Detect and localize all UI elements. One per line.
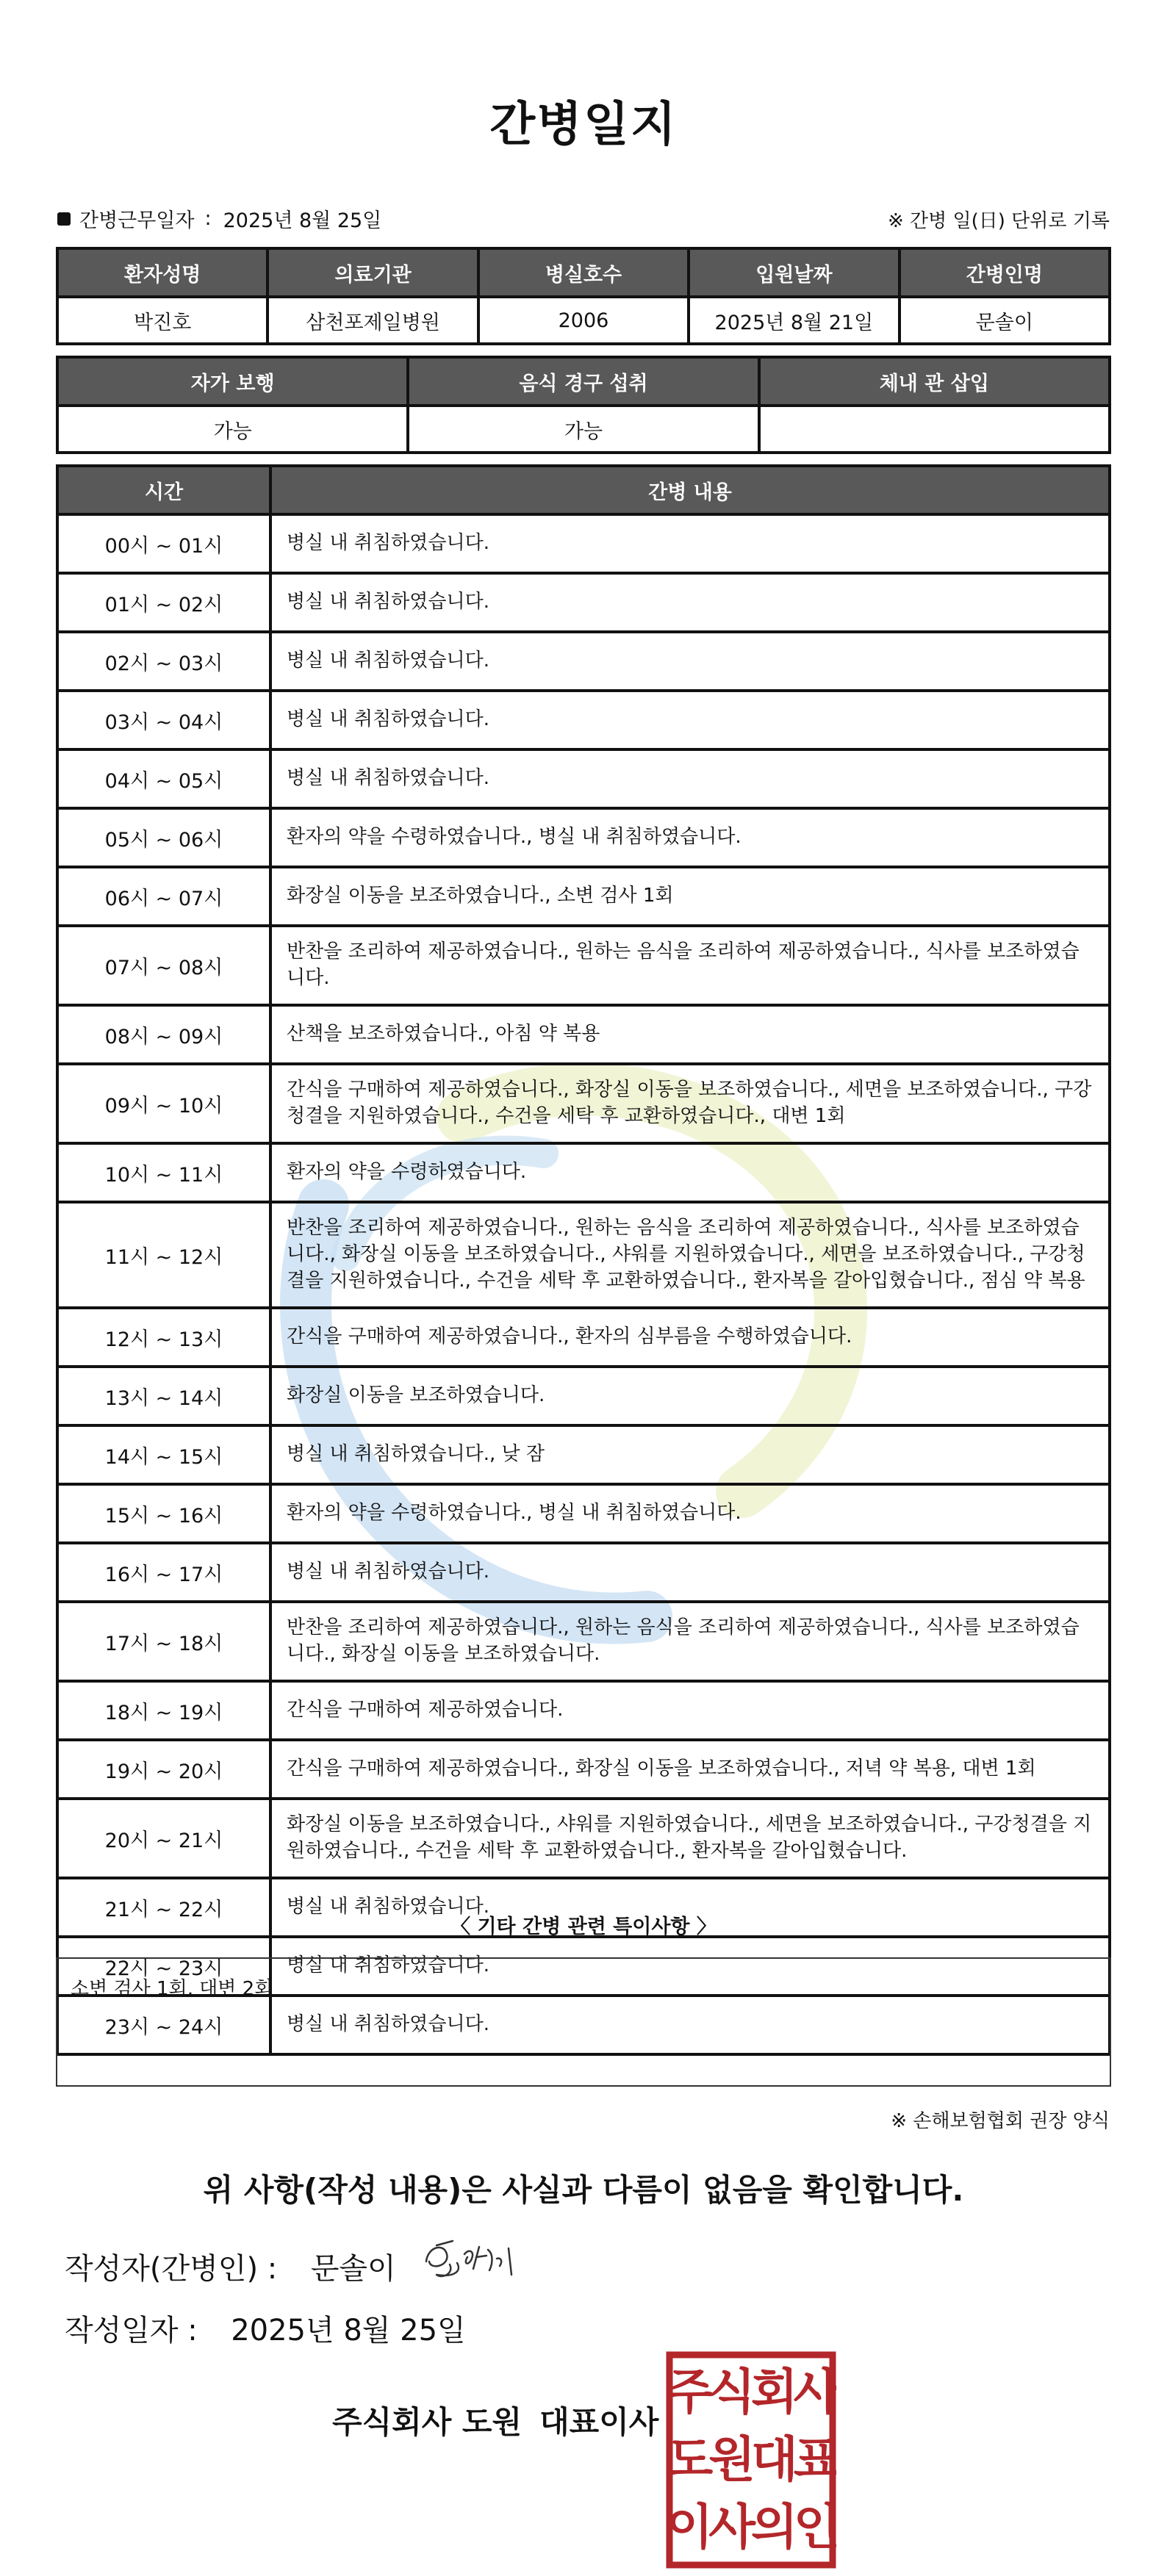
care-content: 산책을 보조하였습니다., 아침 약 복용: [270, 1005, 1110, 1064]
table-row: [57, 1425, 1110, 1484]
time-slot: 21시 ~ 22시: [57, 1878, 270, 1937]
care-content: 환자의 약을 수령하였습니다., 병실 내 취침하였습니다.: [270, 1484, 1110, 1543]
written-date-label: 작성일자 :: [65, 2314, 198, 2347]
header-room-number: 병실호수: [478, 248, 689, 297]
patient-status-table: [56, 356, 1111, 454]
care-content: 병실 내 취침하였습니다.: [270, 749, 1110, 808]
patient-name: 박진호: [57, 297, 267, 344]
time-slot: 08시 ~ 09시: [57, 1005, 270, 1064]
care-content: 화장실 이동을 보조하였습니다., 샤워를 지원하였습니다., 세면을 보조하였습니다., 구강청결을 지원하였습니다., 수건을 세탁 후 교환하였습니다., 환자복을 갈아입혔습니다.: [270, 1799, 1110, 1878]
table-row: [57, 1143, 1110, 1202]
svg-text:주식회사: 주식회사: [666, 2364, 836, 2420]
writer-line: [65, 2245, 396, 2287]
table-row: [57, 1799, 1110, 1878]
tube-insertion-value: [759, 406, 1110, 453]
header-hospital: 의료기관: [267, 248, 478, 297]
time-slot: 13시 ~ 14시: [57, 1367, 270, 1425]
special-notes-content: 소변 검사 1회, 대변 2회: [71, 1978, 273, 2000]
time-slot: 18시 ~ 19시: [57, 1681, 270, 1740]
special-notes-title: 〈 기타 간병 관련 특이사항 〉: [450, 1915, 717, 1938]
care-content: 병실 내 취침하였습니다., 낮 잠: [270, 1425, 1110, 1484]
company-name: 주식회사 도원: [332, 2404, 523, 2440]
time-slot: 19시 ~ 20시: [57, 1740, 270, 1799]
time-slot: 05시 ~ 06시: [57, 808, 270, 867]
table-row: [57, 573, 1110, 632]
care-content: 병실 내 취침하였습니다.: [270, 632, 1110, 691]
writer-label: 작성자(간병인) :: [65, 2252, 278, 2286]
care-content: 병실 내 취침하였습니다.: [270, 1878, 1110, 1937]
care-date: [57, 204, 381, 233]
care-content: 간식을 구매하여 제공하였습니다.: [270, 1681, 1110, 1740]
header-care-content: 간병 내용: [270, 466, 1110, 514]
care-content: 간식을 구매하여 제공하였습니다., 환자의 심부름을 수행하였습니다.: [270, 1308, 1110, 1367]
table-row: [57, 1202, 1110, 1308]
table-row: [57, 867, 1110, 926]
care-date-value: 2025년 8월 25일: [223, 209, 382, 232]
table-row: [57, 1543, 1110, 1602]
time-slot: 23시 ~ 24시: [57, 1996, 270, 2054]
care-date-separator: :: [204, 207, 212, 230]
caregiver-name: 문솔이: [900, 297, 1110, 344]
table-row: [57, 1602, 1110, 1681]
patient-status-value-row: [57, 406, 1110, 453]
time-slot: 22시 ~ 23시: [57, 1937, 270, 1996]
time-slot: 16시 ~ 17시: [57, 1543, 270, 1602]
time-slot: 00시 ~ 01시: [57, 514, 270, 573]
care-content: 병실 내 취침하였습니다.: [270, 1937, 1110, 1996]
hospital-name: 삼천포제일병원: [267, 297, 478, 344]
confirmation-statement: 위 사항(작성 내용)은 사실과 다름이 없음을 확인합니다.: [203, 2172, 964, 2208]
care-content: 화장실 이동을 보조하였습니다.: [270, 1367, 1110, 1425]
room-number: 2006: [478, 297, 689, 344]
company-line: [332, 2398, 658, 2442]
patient-status-header-row: [57, 357, 1110, 406]
table-row: [57, 1484, 1110, 1543]
company-seal-stamp: [666, 2351, 836, 2569]
header-time: 시간: [57, 466, 270, 514]
page-title: 간병일지: [489, 98, 678, 152]
special-notes-box: [56, 1957, 1111, 2087]
table-row: [57, 808, 1110, 867]
handwritten-signature: [420, 2232, 531, 2284]
patient-info-value-row: [57, 297, 1110, 344]
care-content: 환자의 약을 수령하였습니다., 병실 내 취침하였습니다.: [270, 808, 1110, 867]
care-content: 병실 내 취침하였습니다.: [270, 691, 1110, 749]
care-date-label: 간병근무일자: [79, 209, 195, 232]
writer-name: 문솔이: [310, 2252, 396, 2286]
time-slot: 06시 ~ 07시: [57, 867, 270, 926]
header-tube-insertion: 체내 관 삽입: [759, 357, 1110, 406]
care-content: 환자의 약을 수령하였습니다.: [270, 1143, 1110, 1202]
time-slot: 12시 ~ 13시: [57, 1308, 270, 1367]
table-row: [57, 1367, 1110, 1425]
table-row: [57, 514, 1110, 573]
time-slot: 15시 ~ 16시: [57, 1484, 270, 1543]
header-admission-date: 입원날짜: [689, 248, 899, 297]
care-log-body: [57, 514, 1110, 2054]
care-content: 병실 내 취침하였습니다.: [270, 1543, 1110, 1602]
table-row: [57, 1064, 1110, 1143]
written-date-line: [65, 2307, 466, 2349]
time-slot: 02시 ~ 03시: [57, 632, 270, 691]
unit-note: ※ 간병 일(日) 단위로 기록: [887, 210, 1110, 232]
care-log-table: [56, 464, 1111, 2056]
header-self-walking: 자가 보행: [57, 357, 408, 406]
table-row: [57, 632, 1110, 691]
svg-text:도원대표: 도원대표: [666, 2431, 836, 2488]
oral-intake-value: 가능: [408, 406, 758, 453]
table-row: [57, 926, 1110, 1005]
care-content: 반찬을 조리하여 제공하였습니다., 원하는 음식을 조리하여 제공하였습니다., 식사를 보조하였습니다., 화장실 이동을 보조하였습니다., 샤워를 지원하였습니다., 세면을 보조하였습니다., 구강청결을 지원하였습니다., 수건을 세탁 후 교환하였습니다., 환자복을 갈아입혔습니다., 점심 약 복용: [270, 1202, 1110, 1308]
time-slot: 14시 ~ 15시: [57, 1425, 270, 1484]
self-walking-value: 가능: [57, 406, 408, 453]
care-content: 병실 내 취침하였습니다.: [270, 514, 1110, 573]
time-slot: 09시 ~ 10시: [57, 1064, 270, 1143]
recommendation-note: ※ 손해보험협회 권장 양식: [891, 2110, 1110, 2132]
care-content: 병실 내 취침하였습니다.: [270, 573, 1110, 632]
care-content: 화장실 이동을 보조하였습니다., 소변 검사 1회: [270, 867, 1110, 926]
ceo-title: 대표이사: [539, 2404, 659, 2440]
written-date-value: 2025년 8월 25일: [231, 2314, 466, 2347]
care-content: 병실 내 취침하였습니다.: [270, 1996, 1110, 2054]
table-row: [57, 1308, 1110, 1367]
care-content: 반찬을 조리하여 제공하였습니다., 원하는 음식을 조리하여 제공하였습니다., 식사를 보조하였습니다.: [270, 926, 1110, 1005]
header-caregiver-name: 간병인명: [900, 248, 1110, 297]
table-row: [57, 1681, 1110, 1740]
bullet-square-icon: [57, 212, 71, 226]
table-row: [57, 691, 1110, 749]
table-row: [57, 1005, 1110, 1064]
table-row: [57, 749, 1110, 808]
table-row: [57, 1740, 1110, 1799]
patient-info-header-row: [57, 248, 1110, 297]
care-log-header-row: [57, 466, 1110, 514]
admission-date: 2025년 8월 21일: [689, 297, 899, 344]
care-content: 간식을 구매하여 제공하였습니다., 화장실 이동을 보조하였습니다., 세면을 보조하였습니다., 구강청결을 지원하였습니다., 수건을 세탁 후 교환하였습니다., 대변 1회: [270, 1064, 1110, 1143]
svg-text:이사의인: 이사의인: [666, 2499, 836, 2555]
time-slot: 20시 ~ 21시: [57, 1799, 270, 1878]
patient-info-table: [56, 247, 1111, 345]
header-patient-name: 환자성명: [57, 248, 267, 297]
time-slot: 07시 ~ 08시: [57, 926, 270, 1005]
time-slot: 04시 ~ 05시: [57, 749, 270, 808]
care-content: 간식을 구매하여 제공하였습니다., 화장실 이동을 보조하였습니다., 저녁 약 복용, 대변 1회: [270, 1740, 1110, 1799]
time-slot: 10시 ~ 11시: [57, 1143, 270, 1202]
time-slot: 17시 ~ 18시: [57, 1602, 270, 1681]
time-slot: 03시 ~ 04시: [57, 691, 270, 749]
header-oral-intake: 음식 경구 섭취: [408, 357, 758, 406]
time-slot: 11시 ~ 12시: [57, 1202, 270, 1308]
time-slot: 01시 ~ 02시: [57, 573, 270, 632]
care-content: 반찬을 조리하여 제공하였습니다., 원하는 음식을 조리하여 제공하였습니다., 식사를 보조하였습니다., 화장실 이동을 보조하였습니다.: [270, 1602, 1110, 1681]
